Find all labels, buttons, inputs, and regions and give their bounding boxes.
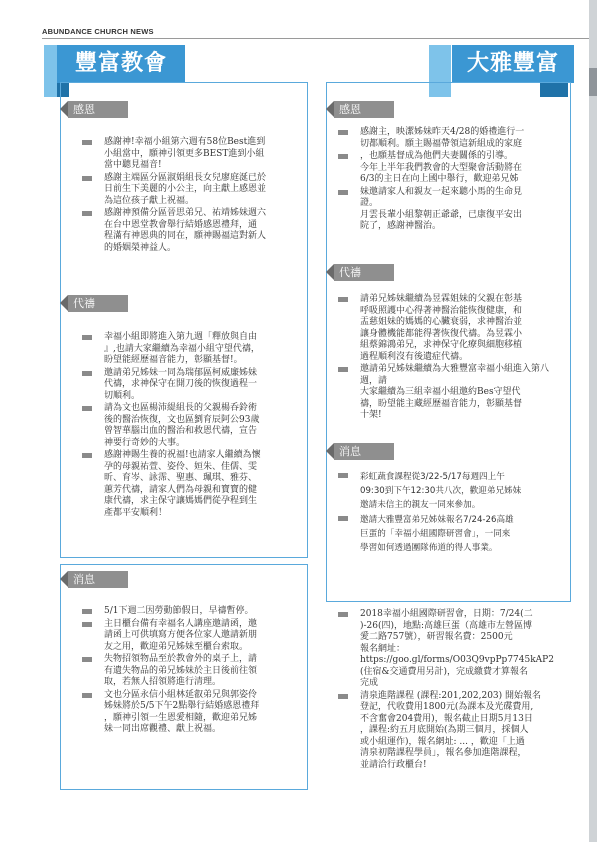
edge-marker xyxy=(589,68,597,96)
text-line: 院了，感謝神醫治。 xyxy=(360,221,442,231)
text-line: 登記，代收費用1800元(為課本及光碟費用, xyxy=(360,702,534,712)
text-line: 神要行奇妙的大事。 xyxy=(104,437,186,448)
text-line: 6/3的主日在向上國中舉行，歡迎弟兄姊 xyxy=(360,174,519,184)
right-prayer-header: 代禱 xyxy=(334,264,394,281)
text-line: 禱，盼望能主藏經歷福音能力，彰顯基督 xyxy=(360,398,523,409)
text-line: 彩虹蔬食課程從3/22-5/17每週四上午 xyxy=(360,472,505,482)
list-item xyxy=(82,137,302,172)
right-thanks-list xyxy=(338,127,566,234)
list-item xyxy=(338,127,566,150)
right-prayer-list xyxy=(338,294,566,423)
text-line: 邀請弟兄姊妹一同為瑞郁區柯威廉姊妹 xyxy=(104,367,258,378)
text-line: 幸福小組即將進入第九週「釋放與自由 xyxy=(104,332,258,342)
text-line: 大家繼續為三組幸福小組邀約Bes守望代 xyxy=(360,387,521,397)
text-line: (住宿&交通費用另計)，完成繳費才算報名 xyxy=(360,666,529,677)
text-line: 主日櫃台備有幸福名人講座邀請函，邀 xyxy=(104,618,258,629)
page-edge-strip xyxy=(589,0,597,842)
text-line: 愛二路757號），研習報名費：2500元 xyxy=(360,632,513,642)
text-line: 證。 xyxy=(360,198,379,208)
left-news-list xyxy=(82,606,302,737)
text-line: 感謝神賜生養的祝福!也請家人繼續為懷 xyxy=(104,450,261,460)
text-line: 產都平安順利！ xyxy=(104,507,168,518)
left-thanks-header: 感恩 xyxy=(68,101,128,118)
list-item xyxy=(82,654,302,689)
text-line: 或小組運作)，報名網址: ... ，歡迎「上過 xyxy=(360,736,525,747)
text-line: 在台中恩堂教會舉行結婚感恩禮拜，通 xyxy=(104,219,258,230)
text-line: 過程順利沒有後遺症代禱。 xyxy=(360,351,469,362)
text-line: 昕、育岑、詠霈、聖惠、珮琪、雅芬、 xyxy=(104,473,258,483)
left-prayer-list xyxy=(82,332,302,520)
text-line: https://goo.gl/forms/O03Q9vpPp7745kAP2 xyxy=(360,655,554,665)
text-line: 程滿有神恩典的同在，願神賜福這對新人 xyxy=(104,231,267,241)
text-line: 09:30到下午12:30共八次，歡迎弟兄姊妹 xyxy=(360,486,522,496)
text-line: 邀請大雅豐富弟兄姊妹報名7/24-26高雄 xyxy=(360,515,514,525)
left-news-header: 消息 xyxy=(68,571,128,588)
text-line: 切都順利。願主賜福帶領這新組成的家庭 xyxy=(360,138,523,149)
text-line: 盂慈姐妹的媽媽的心臟衰弱，求神醫治並 xyxy=(360,317,523,327)
left-prayer-header: 代禱 xyxy=(68,295,128,312)
text-line: 有遺失物品的弟兄姊妹於主日後前往領 xyxy=(104,665,258,676)
list-item xyxy=(338,151,566,186)
text-line: 邀請弟兄姊妹繼續為大雅豐富幸福小組進入第八週，請 xyxy=(360,364,550,386)
text-line: ，願神引領一生恩愛相隨，歡迎弟兄姊 xyxy=(104,712,258,723)
list-item xyxy=(82,173,302,208)
text-line: 曾智華腦出血的醫治和救恩代禱，宣告 xyxy=(104,426,258,436)
right-thanks-header: 感恩 xyxy=(334,101,394,118)
header-rule xyxy=(42,38,597,39)
text-line: 友之用，歡迎弟兄姊妹至櫃台索取。 xyxy=(104,641,249,652)
list-item xyxy=(338,470,566,512)
list-item xyxy=(82,619,302,654)
text-line: 取，若無人招領將進行清理。 xyxy=(104,677,222,687)
text-line: 孕的母親祐萱、姿伶、姮朱、佳儒、雯 xyxy=(104,461,258,472)
text-line: 十架! xyxy=(360,410,382,420)
text-line: 』,也請大家繼續為幸福小組守望代禱， xyxy=(104,343,260,354)
list-item xyxy=(82,606,302,618)
text-line: 後的醫治恢復，文也區劉育辰阿公93歲 xyxy=(104,414,260,425)
list-item xyxy=(338,187,566,233)
text-line: 5/1下週二因勞動節假日，早禱暫停。 xyxy=(104,606,254,616)
list-item xyxy=(338,609,570,690)
list-item xyxy=(338,513,566,555)
list-item xyxy=(82,450,302,519)
text-line: 感謝主端區分區淑娟組長女兒廖庭涎已於 xyxy=(104,172,267,183)
text-line: 感謝主，映潔姊妹昨天4/28的婚禮進行一 xyxy=(360,127,525,137)
text-line: 呼吸照護中心得著神醫治能恢復健康，和 xyxy=(360,305,523,316)
text-line: 蕙芳代禱，請家人們為母親和寶寶的健 xyxy=(104,484,258,495)
list-item xyxy=(338,691,570,772)
text-line: 請函上可供填寫方便各位家人邀請新朋 xyxy=(104,630,258,640)
list-item xyxy=(82,208,302,254)
right-news-header: 消息 xyxy=(334,443,394,460)
text-line: 當中聽見福音! xyxy=(104,160,162,170)
left-thanks-list xyxy=(82,137,302,255)
text-line: 盼望能經歷福音能力，彰顯基督!。 xyxy=(104,355,243,365)
text-line: 完成 xyxy=(360,678,379,688)
list-item xyxy=(82,403,302,449)
list-item xyxy=(82,368,302,403)
text-line: 月雲長輩小組黎朝正爺爺，已康復平安出 xyxy=(360,209,523,220)
text-line: 組蔡錦鴻弟兄，求神保守化療與細胞移植 xyxy=(360,340,523,350)
masthead: ABUNDANCE CHURCH NEWS xyxy=(42,27,154,36)
text-line: 文也分區永信小組林延叡弟兄與郭姿伶 xyxy=(104,689,258,700)
text-line: ，也願基督成為他們夫妻關係的引導。 xyxy=(360,151,514,161)
text-line: 為這位孩子獻上祝福。 xyxy=(104,195,195,206)
text-line: 妹邀請家人和親友一起來聽小馬的生命見 xyxy=(360,186,523,197)
text-line: 學習如何透過團隊佈道的得人事業。 xyxy=(360,543,498,553)
text-line: 切順利。 xyxy=(104,390,141,401)
text-line: 巨蛋的「幸福小組國際研習會」，一同來 xyxy=(360,529,511,539)
right-news-list xyxy=(338,470,566,556)
list-item xyxy=(338,364,566,422)
right-title: 大雅豐富 xyxy=(452,45,574,83)
text-line: 請為文也區楊沛緹組長的父親楊呑鈴術 xyxy=(104,403,258,413)
text-line: 失物招領物品至於教會外的桌子上，請 xyxy=(104,654,258,664)
text-line: 並請洽行政櫃台! xyxy=(360,759,427,770)
left-title: 豐富教會 xyxy=(57,45,185,83)
text-line: 日前生下美麗的小公主，向主獻上感恩並 xyxy=(104,184,267,194)
text-line: ，課程:約五月底開始(為期三個月，採個人 xyxy=(360,725,529,735)
text-line: 感謝神預備分區晉思弟兄、祐靖姊妹週六 xyxy=(104,208,267,218)
text-line: 感謝神!幸福小組第六週有58位Best進到 xyxy=(104,137,266,147)
text-line: 代禱，求神保守在開刀後的恢復過程一 xyxy=(104,379,258,389)
text-line: 請弟兄姊妹繼續為昱霖姐妹的父親在彰基 xyxy=(360,294,523,304)
text-line: 妹一同出席觀禮、獻上祝福。 xyxy=(104,724,222,734)
text-line: 今年上半年我們教會的大型聚會活動將在 xyxy=(360,162,523,173)
text-line: 清泉進階課程 (課程:201,202,203) 開始報名 xyxy=(360,690,542,701)
list-item xyxy=(82,690,302,736)
text-line: 報名網址： xyxy=(360,643,406,654)
text-line: 讓身體機能都能得著恢復代禱。為昱霖小 xyxy=(360,328,523,339)
list-item xyxy=(82,332,302,367)
text-line: 不含奮會204費用)，報名截止日期5月13日 xyxy=(360,713,533,724)
text-line: )-26(四)，地點:高雄巨蛋（高雄市左營區博 xyxy=(360,620,533,631)
right-extra-list xyxy=(338,609,570,772)
text-line: 2018幸福小組國際研習會，日期：7/24(二 xyxy=(360,609,533,619)
text-line: 的婚姻榮神益人。 xyxy=(104,242,177,253)
text-line: 清泉初階課程學員」，報名參加進階課程， xyxy=(360,748,527,758)
text-line: 姊妹將於5/5下午2點舉行結婚感恩禮拜 xyxy=(104,701,260,711)
list-item xyxy=(338,294,566,363)
text-line: 邀請未信主的親友一同來參加。 xyxy=(360,500,481,510)
text-line: 康代禱，求主保守讓媽媽們從孕程到生 xyxy=(104,496,258,506)
text-line: 小組當中，願神引領更多BEST進到小組 xyxy=(104,148,265,159)
